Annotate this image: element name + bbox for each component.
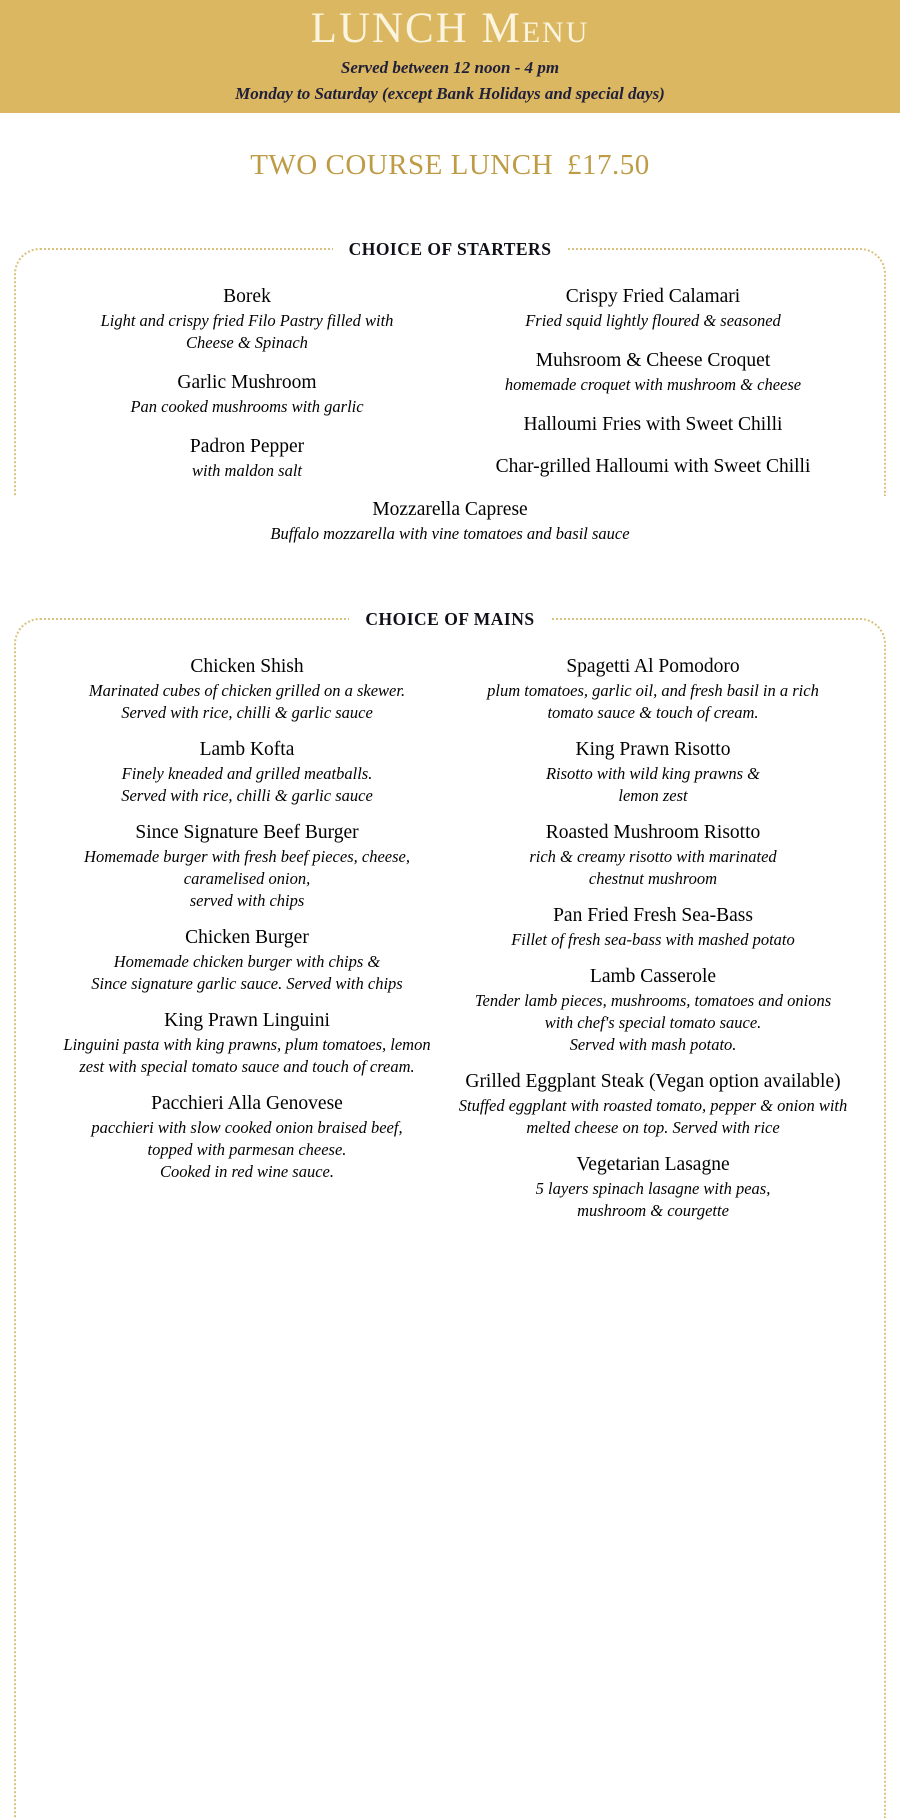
- menu-item-desc-line: topped with parmesan cheese.: [147, 1140, 347, 1159]
- menu-item-desc-line: Stuffed eggplant with roasted tomato, pepper & onion with: [458, 1096, 848, 1115]
- section-title-starters: CHOICE OF STARTERS: [333, 239, 568, 259]
- menu-item-desc-line: caramelised onion,: [183, 869, 311, 888]
- menu-item-desc-line: Served with mash potato.: [569, 1035, 737, 1054]
- menu-item-name: King Prawn Risotto: [575, 739, 731, 760]
- menu-item-name: Crispy Fried Calamari: [565, 286, 741, 307]
- menu-item-desc-line: Tender lamb pieces, mushrooms, tomatoes and onions: [474, 991, 832, 1010]
- menu-item-name: Padron Pepper: [189, 436, 305, 457]
- menu-item-desc-line: Marinated cubes of chicken grilled on a skewer.: [88, 681, 406, 700]
- menu-item-desc-line: Homemade chicken burger with chips &: [113, 952, 381, 971]
- menu-item-desc-line: Buffalo mozzarella with vine tomatoes and basil sauce: [270, 524, 630, 543]
- starters-columns: [14, 260, 886, 482]
- menu-item-desc-line: Served with rice, chilli & garlic sauce: [121, 786, 373, 805]
- menu-item-desc-line: Cooked in red wine sauce.: [160, 1162, 334, 1181]
- menu-item-desc-line: with maldon salt: [191, 461, 302, 480]
- menu-item-desc-line: Risotto with wild king prawns &: [545, 764, 761, 783]
- section-title-starters-row: [14, 239, 886, 260]
- menu-item-desc-line: Light and crispy fried Filo Pastry filled with: [100, 311, 394, 330]
- menu-item: [450, 348, 856, 396]
- menu-item: [44, 654, 450, 724]
- menu-item-name: Lamb Casserole: [589, 966, 717, 987]
- menu-item: [44, 1091, 450, 1183]
- menu-item: [14, 497, 886, 545]
- menu-item-desc-line: melted cheese on top. Served with rice: [526, 1118, 780, 1137]
- menu-item-name: Mozzarella Caprese: [372, 499, 528, 520]
- menu-item: [450, 412, 856, 438]
- menu-item: [450, 737, 856, 807]
- menu-item-desc-line: rich & creamy risotto with marinated: [529, 847, 777, 866]
- menu-item-name: Since Signature Beef Burger: [135, 822, 359, 843]
- menu-item-name: Char-grilled Halloumi with Sweet Chilli: [495, 456, 811, 477]
- section-title-mains: CHOICE OF MAINS: [349, 609, 550, 629]
- menu-item-desc-line: Served with rice, chilli & garlic sauce: [121, 703, 373, 722]
- menu-item: [44, 1008, 450, 1078]
- menu-item-desc-line: Cheese & Spinach: [186, 333, 308, 352]
- menu-item-desc-line: 5 layers spinach lasagne with peas,: [535, 1179, 771, 1198]
- menu-item-name: Chicken Shish: [190, 656, 304, 677]
- menu-item-desc-line: Since signature garlic sauce. Served with chips: [91, 974, 403, 993]
- menu-item: [450, 654, 856, 724]
- menu-item-desc-line: plum tomatoes, garlic oil, and fresh basil in a rich: [487, 681, 819, 700]
- menu-item-desc-line: zest with special tomato sauce and touch of cream.: [79, 1057, 415, 1076]
- menu-column: [44, 284, 450, 482]
- menu-item-name: Vegetarian Lasagne: [576, 1154, 730, 1175]
- menu-item: [44, 284, 450, 354]
- menu-item: [44, 820, 450, 912]
- menu-item-desc-line: with chef's special tomato sauce.: [544, 1013, 762, 1032]
- offer-label: TWO COURSE LUNCH: [250, 149, 554, 181]
- banner-subtitle-hours: Served between 12 noon - 4 pm: [340, 58, 560, 77]
- menu-item: [450, 964, 856, 1056]
- menu-column: [450, 284, 856, 482]
- section-mains: [14, 609, 886, 1222]
- section-title-mains-row: [14, 609, 886, 630]
- menu-item-desc-line: Homemade burger with fresh beef pieces, cheese,: [84, 847, 410, 866]
- menu-item-name: Garlic Mushroom: [177, 372, 317, 393]
- section-starters: [14, 239, 886, 545]
- offer-heading: [0, 147, 900, 183]
- menu-item: [450, 1152, 856, 1222]
- menu-item-desc-line: mushroom & courgette: [577, 1201, 729, 1220]
- mains-columns: [14, 630, 886, 1222]
- menu-item-name: King Prawn Linguini: [164, 1010, 330, 1031]
- banner-subtitle-days: Monday to Saturday (except Bank Holidays and special days): [235, 84, 665, 103]
- page-title: LUNCH Menu: [310, 5, 590, 52]
- menu-item-name: Halloumi Fries with Sweet Chilli: [523, 414, 783, 435]
- menu-item-name: Lamb Kofta: [199, 739, 295, 760]
- menu-item-desc-line: homemade croquet with mushroom & cheese: [504, 375, 802, 394]
- menu-item-name: Roasted Mushroom Risotto: [545, 822, 761, 843]
- menu-item: [450, 454, 856, 480]
- offer-price: £17.50: [567, 149, 650, 181]
- menu-item-name: Chicken Burger: [185, 927, 309, 948]
- menu-item: [44, 370, 450, 418]
- menu-column: [450, 654, 856, 1222]
- menu-item-desc-line: Linguini pasta with king prawns, plum tomatoes, lemon: [63, 1035, 431, 1054]
- menu-item: [450, 903, 856, 951]
- menu-item-desc-line: chestnut mushroom: [588, 869, 718, 888]
- menu-item-desc-line: Fried squid lightly floured & seasoned: [525, 311, 781, 330]
- menu-item-desc-line: lemon zest: [618, 786, 688, 805]
- menu-item-name: Pan Fried Fresh Sea-Bass: [553, 905, 753, 926]
- menu-item-desc-line: Pan cooked mushrooms with garlic: [130, 397, 364, 416]
- menu-item: [44, 737, 450, 807]
- menu-item-name: Spagetti Al Pomodoro: [566, 656, 740, 677]
- starters-full-width-items: [14, 497, 886, 545]
- menu-item-name: Borek: [223, 286, 271, 307]
- menu-item: [450, 820, 856, 890]
- menu-column: [44, 654, 450, 1222]
- menu-item: [44, 434, 450, 482]
- menu-item-name: Grilled Eggplant Steak (Vegan option available): [465, 1071, 841, 1092]
- menu-item: [44, 925, 450, 995]
- menu-item-name: Pacchieri Alla Genovese: [151, 1093, 343, 1114]
- menu-banner: [0, 0, 900, 113]
- menu-item-desc-line: tomato sauce & touch of cream.: [547, 703, 759, 722]
- menu-item-desc-line: pacchieri with slow cooked onion braised beef,: [91, 1118, 403, 1137]
- menu-item-desc-line: Finely kneaded and grilled meatballs.: [121, 764, 373, 783]
- menu-item: [450, 284, 856, 332]
- menu-item: [450, 1069, 856, 1139]
- menu-item-desc-line: Fillet of fresh sea-bass with mashed potato: [511, 930, 795, 949]
- menu-item-name: Muhsroom & Cheese Croquet: [535, 350, 771, 371]
- menu-item-desc-line: served with chips: [189, 891, 305, 910]
